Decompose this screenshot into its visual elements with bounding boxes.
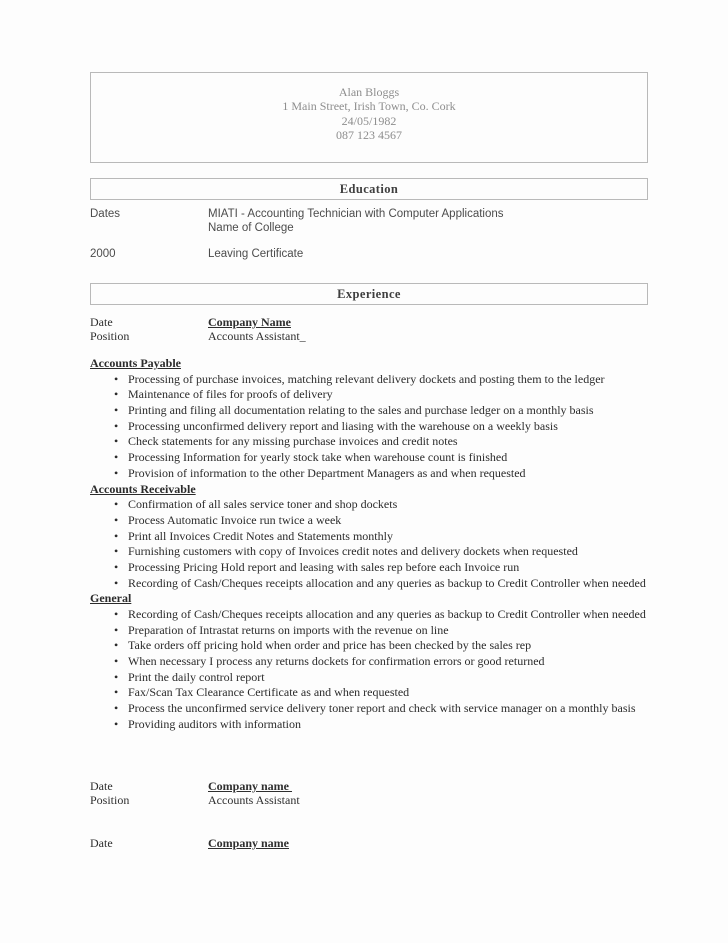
experience-entry [90,779,650,807]
education-qualification: Leaving Certificate [208,248,304,260]
education-section-header [90,178,648,200]
experience-entry-date-row [90,836,650,850]
date-label: Date [90,315,113,329]
bullet-item: • Process Automatic Invoice run twice a week [90,513,674,529]
company-name: Company Name [208,315,291,329]
bullet-item: • Print the daily control report [90,670,674,686]
bullet-item: • Check statements for any missing purchase invoices and credit notes [90,434,674,450]
contact-card [90,72,648,163]
position-label: Position [90,793,130,807]
position-value: Accounts Assistant_ [208,329,306,343]
experience-section-header [90,283,648,305]
experience-duties [90,356,674,733]
bullet-item: • Preparation of Intrastat returns on imports with the revenue on line [90,623,674,639]
date-label: Date [90,836,113,850]
education-row [90,208,650,235]
bullet-item: • Maintenance of files for proofs of delivery [90,387,674,403]
bullet-item: • Print all Invoices Credit Notes and Statements monthly [90,529,674,545]
contact-address: 1 Main Street, Irish Town, Co. Cork [282,99,456,114]
company-name: Company name [208,779,293,793]
accounts-receivable-list [90,497,674,591]
bullet-item: • Confirmation of all sales service toner and shop dockets [90,497,674,513]
position-label: Position [90,329,130,343]
general-duties-list [90,607,674,733]
education-row-label: 2000 [90,248,116,260]
experience-entry-date-row [90,779,650,793]
bullet-item: • Recording of Cash/Cheques receipts allocation and any queries as backup to Credit Controller when needed [90,607,674,623]
experience-group-heading: General [90,591,132,606]
contact-phone: 087 123 4567 [336,127,402,142]
bullet-item: • Processing Information for yearly stock take when warehouse count is finished [90,450,674,466]
experience-entry-date-row [90,315,650,329]
bullet-item: • Processing unconfirmed delivery report and liasing with the warehouse on a weekly basis [90,419,674,435]
date-label: Date [90,779,113,793]
experience-group-heading: Accounts Receivable [90,481,196,496]
bullet-item: • Process the unconfirmed service delivery toner report and check with service manager on a monthly basis [90,701,674,717]
company-name: Company name [208,836,290,850]
contact-date-of-birth: 24/05/1982 [341,113,397,128]
bullet-item: • Take orders off pricing hold when order and price has been checked by the sales rep [90,638,674,654]
bullet-item: • Processing Pricing Hold report and leasing with sales rep before each Invoice run [90,560,674,576]
contact-name: Alan Bloggs [338,85,400,99]
bullet-item: • Processing of purchase invoices, matching relevant delivery dockets and posting them to the ledger [90,372,674,388]
bullet-item: • Providing auditors with information [90,717,674,733]
education-section-title: Education [339,181,399,196]
bullet-item: • Furnishing customers with copy of Invoices credit notes and delivery dockets when requested [90,544,674,560]
experience-entry-position-row [90,329,650,343]
experience-entry-position-row [90,793,650,807]
experience-entry [90,836,650,850]
position-value: Accounts Assistant [208,793,300,807]
experience-entry [90,315,650,343]
education-institution: Name of College [208,221,294,234]
education-qualification: MIATI - Accounting Technician with Computer Applications [208,208,504,220]
education-rows [90,208,650,262]
bullet-item: • Fax/Scan Tax Clearance Certificate as and when requested [90,685,674,701]
bullet-item: • Provision of information to the other Department Managers as and when requested [90,466,674,482]
experience-section-title: Experience [337,286,401,301]
education-row-value [208,248,303,262]
accounts-payable-list [90,372,674,482]
bullet-item: • Printing and filing all documentation relating to the sales and purchase ledger on a monthly basis [90,403,674,419]
experience-group-heading: Accounts Payable [90,356,181,370]
education-row [90,248,650,262]
education-row-label: Dates [90,208,121,220]
bullet-item: • Recording of Cash/Cheques receipts allocation and any queries as backup to Credit Controller when needed [90,576,674,592]
education-row-value [208,208,504,235]
bullet-item: • When necessary I process any returns dockets for confirmation errors or good returned [90,654,674,670]
